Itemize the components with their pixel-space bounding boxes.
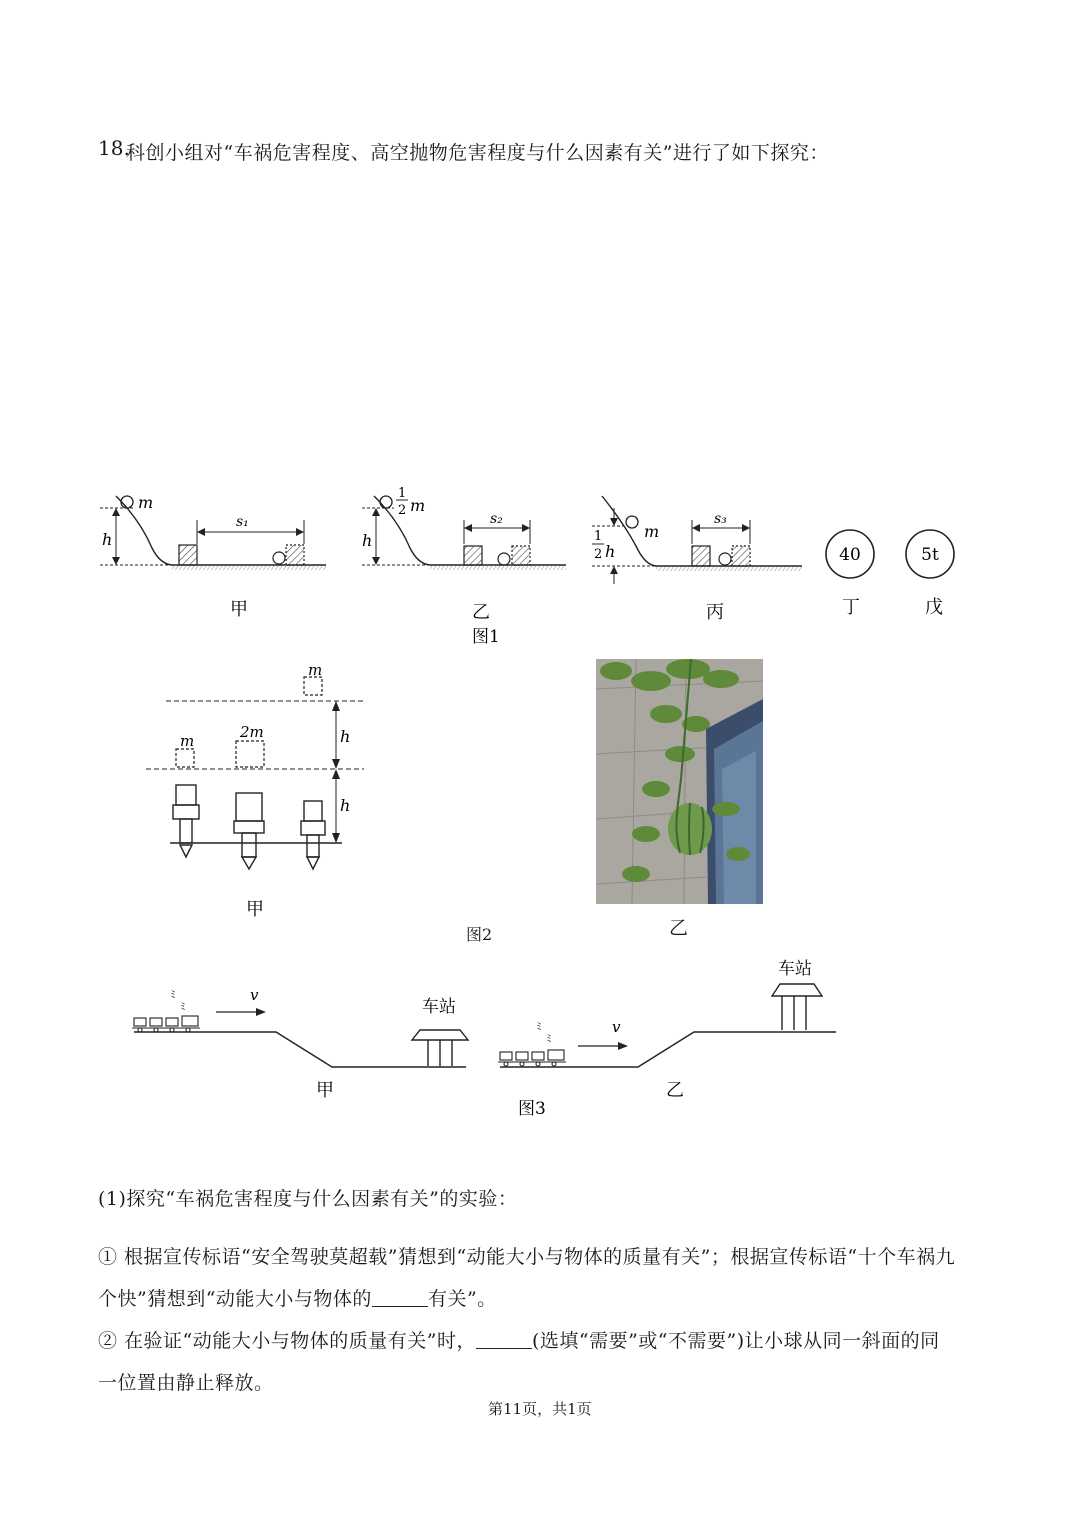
- fig1-bing-mass: m: [644, 522, 660, 541]
- train-right: [498, 1050, 566, 1066]
- svg-text:ﾐ: ﾐ: [170, 988, 176, 1001]
- answer-blank-2[interactable]: [476, 1330, 532, 1349]
- item-1-line-2a: 个快”猜想到“动能大小与物体的: [98, 1288, 372, 1310]
- part-1-heading: (1)探究“车祸危害程度与什么因素有关”的实验：: [98, 1188, 518, 1210]
- fig1-bing-distance: s₃: [714, 511, 727, 527]
- fig1-jia-label: 甲: [230, 599, 248, 620]
- fig1-bing-label: 丙: [706, 602, 724, 623]
- item-2-line-2: 一位置由静止释放。: [98, 1372, 274, 1394]
- svg-text:ﾐ: ﾐ: [180, 1000, 186, 1013]
- fig2-left-label: 甲: [246, 899, 264, 920]
- fig1-sign-ding: [826, 530, 874, 618]
- figure-1: [90, 480, 990, 655]
- item-1-line-2b: 有关”。: [427, 1288, 497, 1310]
- fig1-panel-jia: [100, 493, 326, 620]
- fig1-yi-mass-num: 1: [398, 486, 407, 501]
- stake-3: [301, 801, 325, 869]
- fig3-right-station: 车站: [778, 959, 812, 979]
- watermelon-photo: [596, 659, 763, 904]
- station-right: [772, 984, 822, 1030]
- fig3-right-label: 乙: [666, 1080, 684, 1101]
- item-2-line-1b: (选填“需要”或“不需要”)让小球从同一斜面的同: [531, 1330, 940, 1352]
- question-number: 18.: [98, 136, 130, 160]
- speed-limit-text: 40: [839, 545, 861, 565]
- item-1-line-1: ① 根据宣传标语“安全驾驶莫超载”猜想到“动能大小与物体的质量有关”；根据宣传标语“十个车祸九: [98, 1246, 956, 1268]
- fig1-panel-bing: [592, 496, 802, 623]
- figure-3: [126, 950, 846, 1120]
- fig2-height-upper: h: [340, 727, 351, 746]
- answer-blank-1[interactable]: [372, 1288, 428, 1307]
- item-1-line-2: [98, 1284, 497, 1311]
- item-2-line-1a: ② 在验证“动能大小与物体的质量有关”时，: [98, 1330, 476, 1352]
- figure-3-caption: 图3: [518, 1099, 546, 1119]
- fig1-yi-mass-den: 2: [398, 503, 407, 518]
- fig1-jia-distance: s₁: [236, 514, 249, 530]
- fig1-yi-label: 乙: [472, 602, 490, 623]
- page-footer: 第11页，共1页: [488, 1400, 592, 1418]
- fig3-right-velocity: v: [612, 1018, 621, 1036]
- figure-2-caption: 图2: [466, 925, 493, 944]
- fig3-left-label: 甲: [316, 1080, 334, 1101]
- fig1-bing-height-num: 1: [594, 529, 603, 544]
- fig3-left: [132, 986, 468, 1101]
- fig1-jia-height: h: [102, 530, 113, 549]
- svg-text:ﾐ: ﾐ: [546, 1032, 552, 1045]
- fig1-bing-height: h: [605, 542, 616, 561]
- train-left: [132, 1016, 200, 1032]
- fig1-sign-wu: [906, 530, 954, 618]
- item-2-line-1: [98, 1326, 940, 1353]
- fig2-mass-b: 2m: [240, 723, 264, 741]
- fig3-right: [498, 959, 836, 1101]
- fig1-wu-label: 戊: [925, 597, 943, 618]
- fig1-bing-height-den: 2: [594, 547, 603, 562]
- fig1-jia-mass: m: [138, 493, 154, 512]
- svg-text:ﾐ: ﾐ: [536, 1020, 542, 1033]
- fig2-mass-top: m: [308, 661, 323, 679]
- fig2-height-lower: h: [340, 796, 351, 815]
- fig3-left-velocity: v: [250, 986, 259, 1004]
- weight-limit-text: 5t: [921, 545, 939, 565]
- stake-1: [173, 785, 199, 857]
- figure-2-left: [140, 655, 380, 925]
- fig1-ding-label: 丁: [842, 597, 860, 618]
- fig1-yi-mass: m: [410, 496, 426, 515]
- stake-2: [234, 793, 264, 869]
- fig1-panel-yi: [362, 486, 566, 623]
- station-left: [412, 1030, 468, 1066]
- fig2-mass-a: m: [180, 732, 195, 750]
- fig1-yi-height: h: [362, 531, 373, 550]
- fig3-left-station: 车站: [422, 997, 456, 1017]
- figure-1-caption: 图1: [472, 627, 500, 647]
- fig2-right-label: 乙: [669, 917, 689, 939]
- fig1-yi-distance: s₂: [490, 511, 503, 527]
- question-stem: 科创小组对“车祸危害程度、高空抛物危害程度与什么因素有关”进行了如下探究：: [126, 142, 829, 164]
